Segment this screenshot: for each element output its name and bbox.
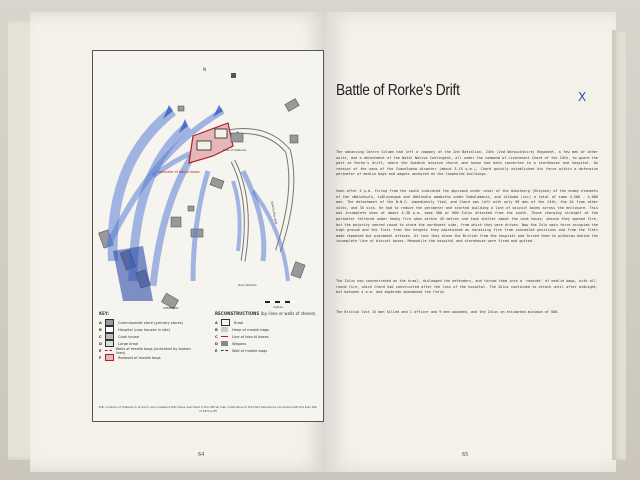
right-page-number: 65 (462, 452, 469, 458)
map-drawing (93, 51, 323, 311)
reconstructions-column (215, 311, 319, 354)
hospital-symbol-icon (105, 326, 114, 333)
map-label-road: road to the drift (270, 200, 279, 225)
key-code: B (99, 327, 102, 332)
kraal-outline-icon (221, 319, 230, 326)
reconstructions-title: RECONSTRUCTIONS (by lines or walls of stones) (215, 311, 316, 316)
paragraph-3: The Zulus now concentrated on the kraal, dislodged the defenders, and forced them into a 'redoubt' of mealie bags, with all-round fire, which Chard had constructed after the loss of the hospital. The Zulus continued to attack until after midnight, but between 4 a.m. and daybreak abandoned the field. (336, 279, 598, 295)
storehouse-symbol-icon (105, 319, 114, 326)
key-text: Walls of mealie bags (indicated by broken lines) (115, 346, 191, 355)
zulu-assembly-area (113, 246, 153, 301)
building (285, 99, 299, 112)
mealie-wall-icon (221, 350, 228, 351)
key-code: F (99, 355, 102, 360)
kraal-symbol-icon (105, 340, 114, 347)
reconstruction-item: D Wagons (215, 341, 247, 346)
map-label-defence: Line of defence (223, 148, 247, 152)
kraal (231, 133, 243, 142)
biscuit-line-icon (221, 336, 228, 337)
key-item (99, 326, 199, 333)
key-code: A (99, 320, 102, 325)
hospital-building (197, 141, 211, 150)
map-label-cemetery: CEMETERY (163, 306, 179, 310)
building (291, 262, 305, 279)
wall-symbol-icon (105, 350, 112, 351)
reconstruction-item: E Wall of mealie bags (215, 348, 268, 353)
handwritten-x-mark: X (578, 90, 587, 104)
paragraph-4: The British lost 15 men killed and 1 officer and 9 men wounded, and the Zulus an estimated minimum of 500. (336, 310, 560, 314)
key-item (99, 347, 199, 354)
building (210, 177, 224, 189)
reconstruction-item: B Heap of mealie bags (215, 327, 270, 332)
key-column (99, 311, 199, 361)
battle-map (92, 50, 324, 422)
key-item (99, 354, 199, 361)
key-code: C (99, 334, 102, 339)
page-title: Battle of Rorke's Drift (336, 82, 460, 99)
paragraph-1: The advancing Centre Column had left a company of the 2nd Battalion, 24th (2nd Warwickshire) Regiment, a few men of other units, and a detachment of the Natal Native Contingent, all under the command of Lieutenant Chard of the 24th, to guard the post at Rorke's drift, where the Swedish mission church and house had been converted to a storehouse and hospital. On receipt of the news of the Isandlwana disaster (about 3.15 p.m.), Chard quickly established his force within a defensive perimeter of mealie bags and wagons anchored on the loopholed buildings. (336, 150, 598, 177)
key-text: Redoubt of mealie bags (118, 355, 161, 360)
building (188, 206, 194, 211)
key-text: Hospital (now houses in site) (118, 327, 170, 332)
paragraph-2: Soon after 4 p.m. firing from the south indicated the approach under cover of the Oskarberg (Shiyane) of the enemy elements of the uNdlunkulu, inDluyengwe and iNdlondlo amabutho under Dabulamanzi, and iSibuba (sic) a total of some 3,500 - 4,000 men. The detachment of the N.N.C. immediately fled, and Chard was left with only 98 men of the 24th, the 34 from other units, and 35 sick. He had to reduce the perimeter and started building a line of biscuit boxes across the enclosure. This was incomplete when at about 4.30 p.m. some 500 or 600 Zulus attacked from the south. Those charging straight at the perimeter faltered under heavy fire when within 45 metres and took shelter about the cook house, whence they opened fire, but the majority veered round to storm the northwest side, from which they were driven. Now the Zulu main force occupied the high ground and the flats from the heights they maintained an harassing fire from concealed positions and from the flats made repeated but piecemeal attacks. At last they drove the British from the hospital and forced them to withdraw behind the incomplete line of biscuit boxes. Meanwhile the hospital and storehouse were fired and gutted. (336, 189, 598, 244)
building (178, 106, 184, 111)
map-legend (93, 309, 323, 419)
building (171, 217, 181, 227)
cookhouse-symbol-icon (105, 333, 114, 340)
map-footnote: N.B. numbers of features A, B and C are consistent with those described in the official map in Narrative of the Field Operations connected with the Zulu War of 1879 p.85 (98, 405, 318, 413)
key-item (99, 333, 199, 340)
left-page-number: 64 (198, 452, 205, 458)
key-code: E (99, 348, 102, 353)
map-label-zulu: Zulu attacks (238, 283, 257, 287)
mealie-heap-icon (221, 327, 228, 332)
map-label-hospital: perimeter of biscuit boxes (158, 170, 200, 174)
reconstruction-item: C Line of biscuit boxes (215, 334, 269, 339)
storehouse-building (215, 129, 227, 138)
key-text: Large kraal (118, 341, 139, 346)
key-text: Cook house (118, 334, 139, 339)
key-code: D (99, 341, 102, 346)
right-page-edges (612, 30, 626, 460)
scale-bar (265, 301, 295, 303)
building (231, 73, 236, 78)
redoubt-symbol-icon (105, 354, 114, 361)
key-text: Commissariat store (primary stores) (118, 320, 184, 325)
building (290, 135, 298, 143)
wagon-icon (221, 341, 228, 346)
key-title: KEY: (99, 311, 109, 316)
map-label-north: N (203, 67, 206, 72)
key-item (99, 319, 199, 326)
scale-label: metres (273, 305, 283, 309)
reconstruction-item: A Kraal (215, 320, 244, 325)
